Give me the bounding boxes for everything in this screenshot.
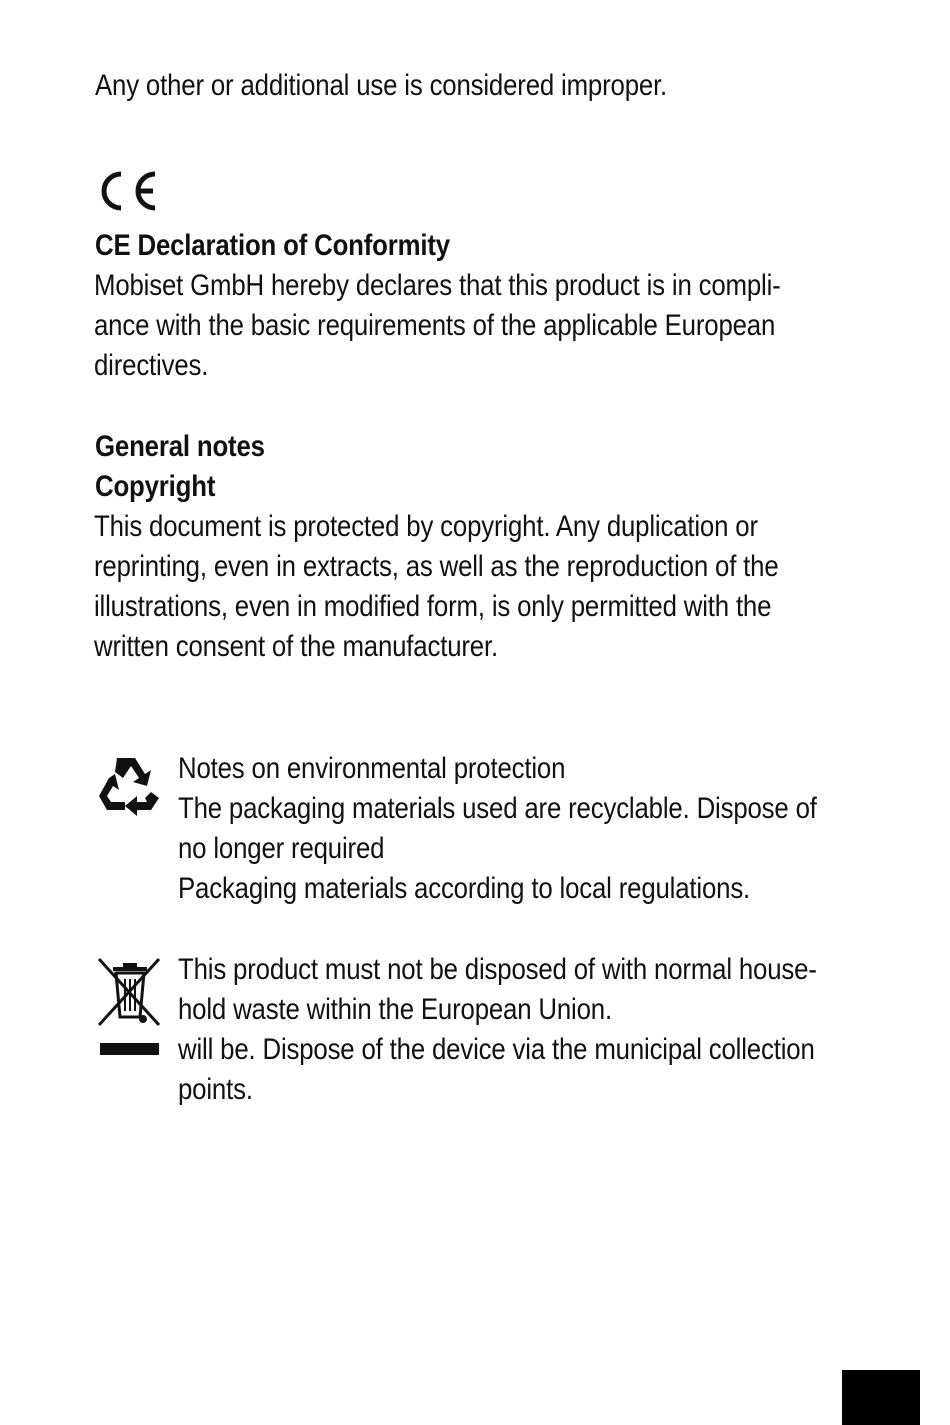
ce-text-line-3: directives.	[94, 349, 209, 382]
env-text-line-1: Notes on environmental protection	[178, 752, 566, 785]
env-text-line-2: The packaging materials used are recyclable. Dispose of	[178, 792, 817, 825]
ce-mark-icon	[95, 170, 159, 212]
improper-use-text: Any other or additional use is considered improper.	[95, 69, 668, 102]
general-notes-heading: General notes	[95, 430, 265, 463]
env-text-line-4: Packaging materials according to local regulations.	[178, 872, 751, 905]
weee-text-line-4: points.	[178, 1073, 253, 1106]
copyright-text-line-3: illustrations, even in modified form, is only permitted with the	[94, 590, 772, 623]
ce-heading: CE Declaration of Conformity	[95, 229, 450, 262]
copyright-text-line-4: written consent of the manufacturer.	[94, 630, 498, 663]
crossed-out-bin-icon	[95, 955, 165, 1059]
env-text-line-3: no longer required	[178, 832, 385, 865]
ce-text-line-1: Mobiset GmbH hereby declares that this product is in compli-	[94, 269, 781, 302]
copyright-heading: Copyright	[95, 470, 216, 503]
weee-text-line-2: hold waste within the European Union.	[178, 993, 612, 1026]
ce-text-line-2: ance with the basic requirements of the applicable European	[94, 309, 776, 342]
page-corner-tab	[842, 1370, 920, 1425]
copyright-text-line-1: This document is protected by copyright. Any duplication or	[94, 510, 758, 543]
weee-text-line-3: will be. Dispose of the device via the municipal collection	[178, 1033, 815, 1066]
recycle-icon	[95, 752, 163, 818]
weee-text-line-1: This product must not be disposed of with normal house-	[178, 953, 817, 986]
copyright-text-line-2: reprinting, even in extracts, as well as the reproduction of the	[94, 550, 779, 583]
